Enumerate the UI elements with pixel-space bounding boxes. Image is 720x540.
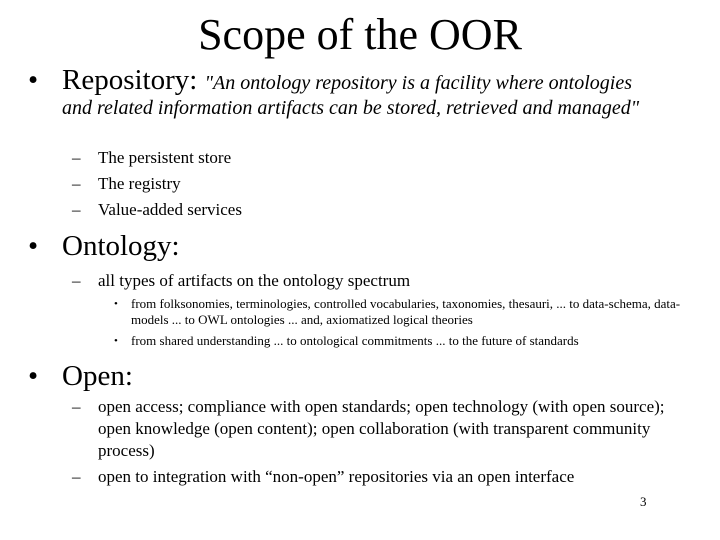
repository-heading	[62, 64, 632, 99]
ontology-label: Ontology:	[62, 230, 180, 262]
bullet-marker: •	[28, 360, 39, 392]
repository-label: Repository:	[62, 64, 198, 96]
bullet-marker: •	[28, 230, 39, 262]
repository-item-text: The registry	[98, 174, 181, 193]
repository-item-text: Value-added services	[98, 200, 242, 219]
dash-marker: –	[72, 148, 81, 167]
repository-item-text: The persistent store	[98, 148, 232, 167]
dash-marker: –	[72, 397, 81, 416]
ontology-subitem-text: from folksonomies, terminologies, controlled vocabularies, taxonomies, thesauri, ... to data-schema, data-models ... to OWL ontologies ... and, axiomatized logical theories	[131, 296, 681, 327]
dash-marker: –	[72, 200, 81, 219]
repository-quote-line1: "An ontology repository is a facility where ontologies	[204, 72, 633, 94]
open-label: Open:	[62, 360, 133, 392]
repository-quote-continued: and related information artifacts can be stored, retrieved and managed"	[62, 97, 640, 119]
bullet-marker: •	[28, 64, 39, 96]
ontology-subitem-text: from shared understanding ... to ontological commitments ... to the future of standards	[131, 333, 579, 348]
open-item-text: open access; compliance with open standards; open technology (with open source); open knowledge (open content); open collaboration (with transparent community process)	[98, 397, 665, 460]
dash-marker: –	[72, 467, 81, 486]
ontology-item-text: all types of artifacts on the ontology spectrum	[98, 271, 411, 290]
slide-title: Scope of the OOR	[198, 10, 522, 59]
subbullet-marker: •	[114, 335, 118, 347]
dash-marker: –	[72, 174, 81, 193]
open-item-text: open to integration with “non-open” repositories via an open interface	[98, 467, 575, 486]
page-number: 3	[640, 494, 647, 509]
subbullet-marker: •	[114, 298, 118, 310]
dash-marker: –	[72, 271, 81, 290]
